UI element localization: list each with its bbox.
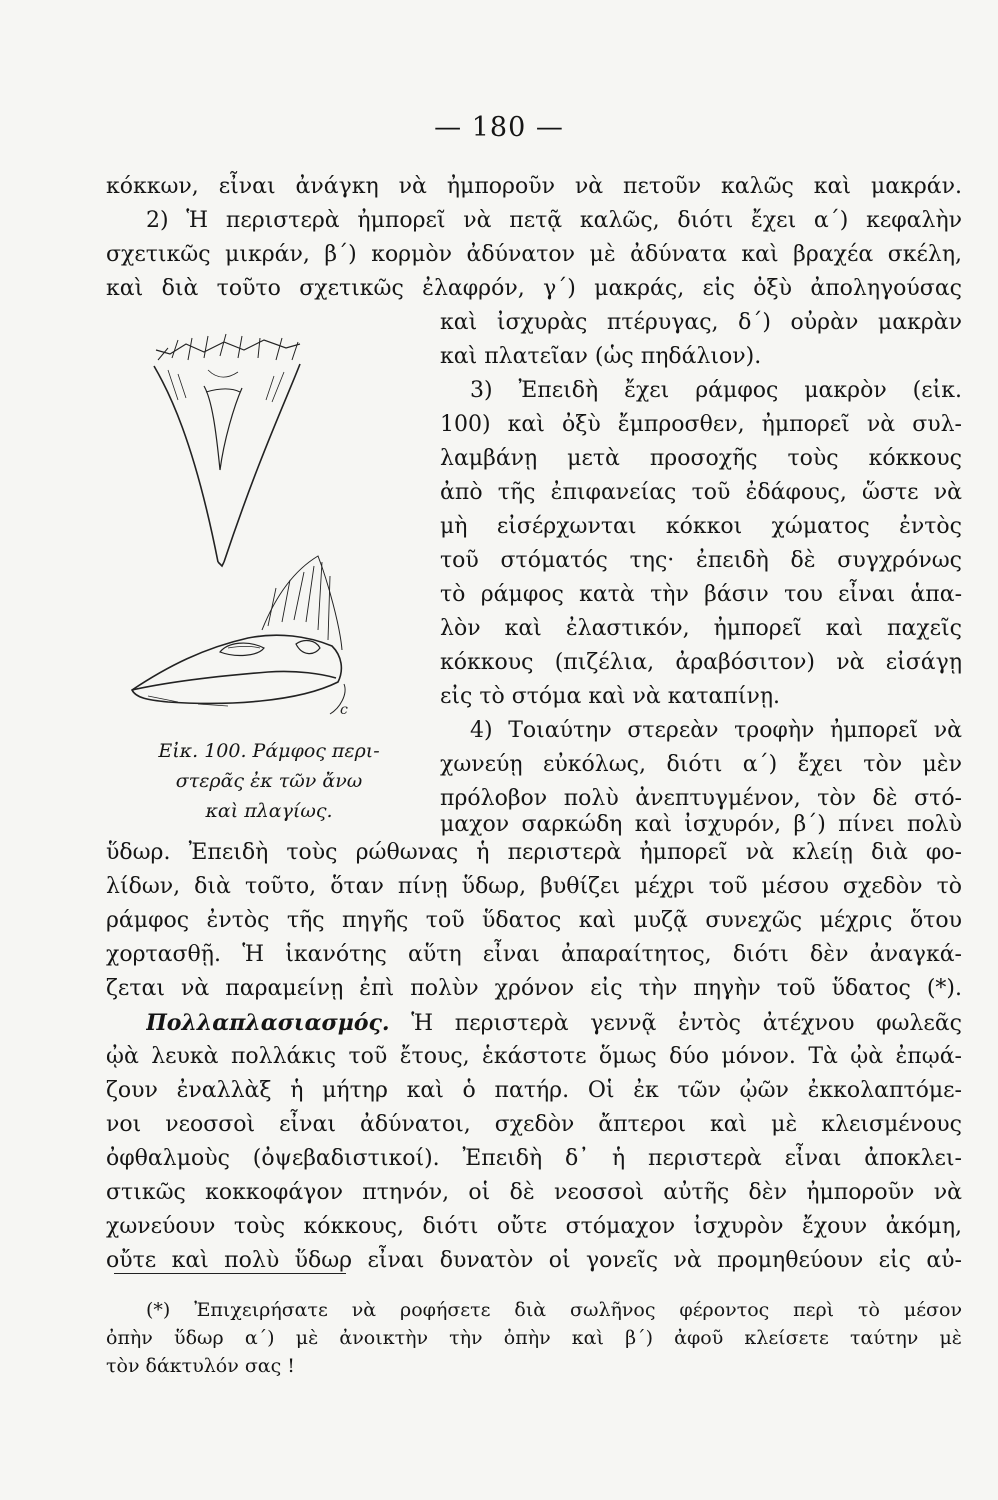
footnote-line: ὀπὴν ὕδωρ α´) μὲ ἀνοικτὴν τὴν ὀπὴν καὶ β´) ἀφοῦ κλείσετε ταύτην μὲ: [106, 1327, 962, 1349]
text-line: ὕδωρ. Ἐπειδὴ τοὺς ρώθωνας ἡ περιστερὰ ἠμπορεῖ νὰ κλείῃ διὰ φο-: [106, 840, 962, 865]
text-line: χωνεύουν τοὺς κόκκους, διότι οὔτε στόμαχον ἰσχυρὸν ἔχουν ἀκόμη,: [106, 1214, 962, 1239]
text-line: καὶ διὰ τοῦτο σχετικῶς ἐλαφρόν, γ´) μακράς, εἰς ὀξὺ ἀποληγούσας: [106, 276, 962, 301]
text-line: ζουν ἐναλλὰξ ἡ μήτηρ καὶ ὁ πατήρ. Οἱ ἐκ τῶν ᾠῶν ἐκκολαπτόμε-: [106, 1078, 962, 1103]
text-line: κόκκους (πιζέλια, ἀραβόσιτον) νὰ εἰσάγῃ: [440, 650, 962, 675]
section-first-line: [146, 1006, 962, 1041]
footnote-rule: [114, 1273, 346, 1274]
text-line: νοι νεοσσοὶ εἶναι ἀδύνατοι, σχεδὸν ἄπτεροι καὶ μὲ κλεισμένους: [106, 1112, 962, 1137]
footnote-line: (*) Ἐπιχειρήσατε νὰ ροφήσετε διὰ σωλῆνος φέροντος περὶ τὸ μέσον: [146, 1299, 962, 1321]
text-line: λὸν καὶ ἐλαστικόν, ἠμπορεῖ καὶ παχεῖς: [440, 616, 962, 641]
text-line: ράμφος ἐντὸς τῆς πηγῆς τοῦ ὕδατος καὶ μυζᾷ συνεχῶς μέχρις ὅτου: [106, 908, 962, 933]
text-line: στικῶς κοκκοφάγον πτηνόν, οἱ δὲ νεοσσοὶ αὐτῆς δὲν ἠμποροῦν νὰ: [106, 1180, 962, 1205]
figure-caption-line: στερᾶς ἐκ τῶν ἄνω: [175, 770, 363, 792]
text-line: 100) καὶ ὀξὺ ἔμπροσθεν, ἠμπορεῖ νὰ συλ-: [440, 412, 962, 437]
text-line: λίδων, διὰ τοῦτο, ὅταν πίνῃ ὕδωρ, βυθίζει μέχρι τοῦ μέσου σχεδὸν τὸ: [106, 874, 962, 899]
text-line: πρόλοβον πολὺ ἀνεπτυγμένον, τὸν δὲ στό-: [440, 786, 962, 811]
figure-caption-line: καὶ πλαγίως.: [205, 800, 333, 822]
text-line: τὸ ράμφος κατὰ τὴν βάσιν του εἶναι ἁπα-: [440, 582, 962, 607]
beak-top-view-drawing: [154, 334, 300, 566]
page-number: — 180 —: [434, 112, 564, 143]
text-line: καὶ πλατεῖαν (ὡς πηδάλιον).: [440, 344, 762, 369]
text-line: 4) Τοιαύτην στερεὰν τροφὴν ἠμπορεῖ νὰ: [470, 718, 962, 743]
text-line: τοῦ στόματός της· ἐπειδὴ δὲ συγχρόνως: [440, 548, 962, 573]
text-line: 2) Ἡ περιστερὰ ἠμπορεῖ νὰ πετᾷ καλῶς, διότι ἔχει α´) κεφαλὴν: [146, 208, 962, 233]
text-line: μὴ εἰσέρχωνται κόκκοι χώματος ἐντὸς: [440, 514, 962, 539]
text-line: ὀφθαλμοὺς (ὀψεβαδιστικοί). Ἐπειδὴ δ᾽ ἡ περιστερὰ εἶναι ἀποκλει-: [106, 1146, 962, 1171]
figure-letter: c: [340, 702, 348, 718]
text-line: εἰς τὸ στόμα καὶ νὰ καταπίνῃ.: [440, 684, 781, 709]
text-line: ἀπὸ τῆς ἐπιφανείας τοῦ ἐδάφους, ὥστε νὰ: [440, 480, 962, 505]
section-first-line-rest: Ἡ περιστερὰ γεννᾷ ἐντὸς ἀτέχνου φωλεᾶς: [389, 1011, 962, 1036]
text-line: σχετικῶς μικράν, β´) κορμὸν ἀδύνατον μὲ ἀδύνατα καὶ βραχέα σκέλη,: [106, 242, 962, 267]
text-line: λαμβάνῃ μετὰ προσοχῆς τοὺς κόκκους: [440, 446, 962, 471]
text-line: κόκκων, εἶναι ἀνάγκη νὰ ἠμποροῦν νὰ πετοῦν καλῶς καὶ μακράν.: [106, 174, 962, 199]
footnote-line: τὸν δάκτυλόν σας !: [106, 1355, 295, 1377]
text-line: ζεται νὰ παραμείνῃ ἐπὶ πολὺν χρόνον εἰς τὴν πηγὴν τοῦ ὕδατος (*).: [106, 976, 962, 1001]
pigeon-beak-figure: [108, 330, 426, 730]
beak-side-view-drawing: [132, 556, 345, 714]
figure-caption-line: Εἰκ. 100. Ράμφος περι-: [158, 740, 380, 762]
text-line: μαχον σαρκώδη καὶ ἰσχυρόν, β´) πίνει πολὺ: [440, 812, 962, 837]
text-line: χορτασθῇ. Ἡ ἱκανότης αὕτη εἶναι ἀπαραίτητος, διότι δὲν ἀναγκά-: [106, 942, 962, 967]
text-line: 3) Ἐπειδὴ ἔχει ράμφος μακρὸν (εἰκ.: [470, 378, 962, 403]
section-heading: Πολλαπλασιασμός.: [146, 1010, 390, 1036]
text-line: οὔτε καὶ πολὺ ὕδωρ εἶναι δυνατὸν οἱ γονεῖς νὰ προμηθεύουν εἰς αὐ-: [106, 1248, 962, 1273]
text-line: ᾠὰ λευκὰ πολλάκις τοῦ ἔτους, ἑκάστοτε ὅμως δύο μόνον. Τὰ ᾠὰ ἐπῳά-: [106, 1044, 962, 1069]
text-line: καὶ ἰσχυρὰς πτέρυγας, δ´) οὐρὰν μακρὰν: [440, 310, 962, 335]
text-line: χωνεύῃ εὐκόλως, διότι α´) ἔχει τὸν μὲν: [440, 752, 962, 777]
